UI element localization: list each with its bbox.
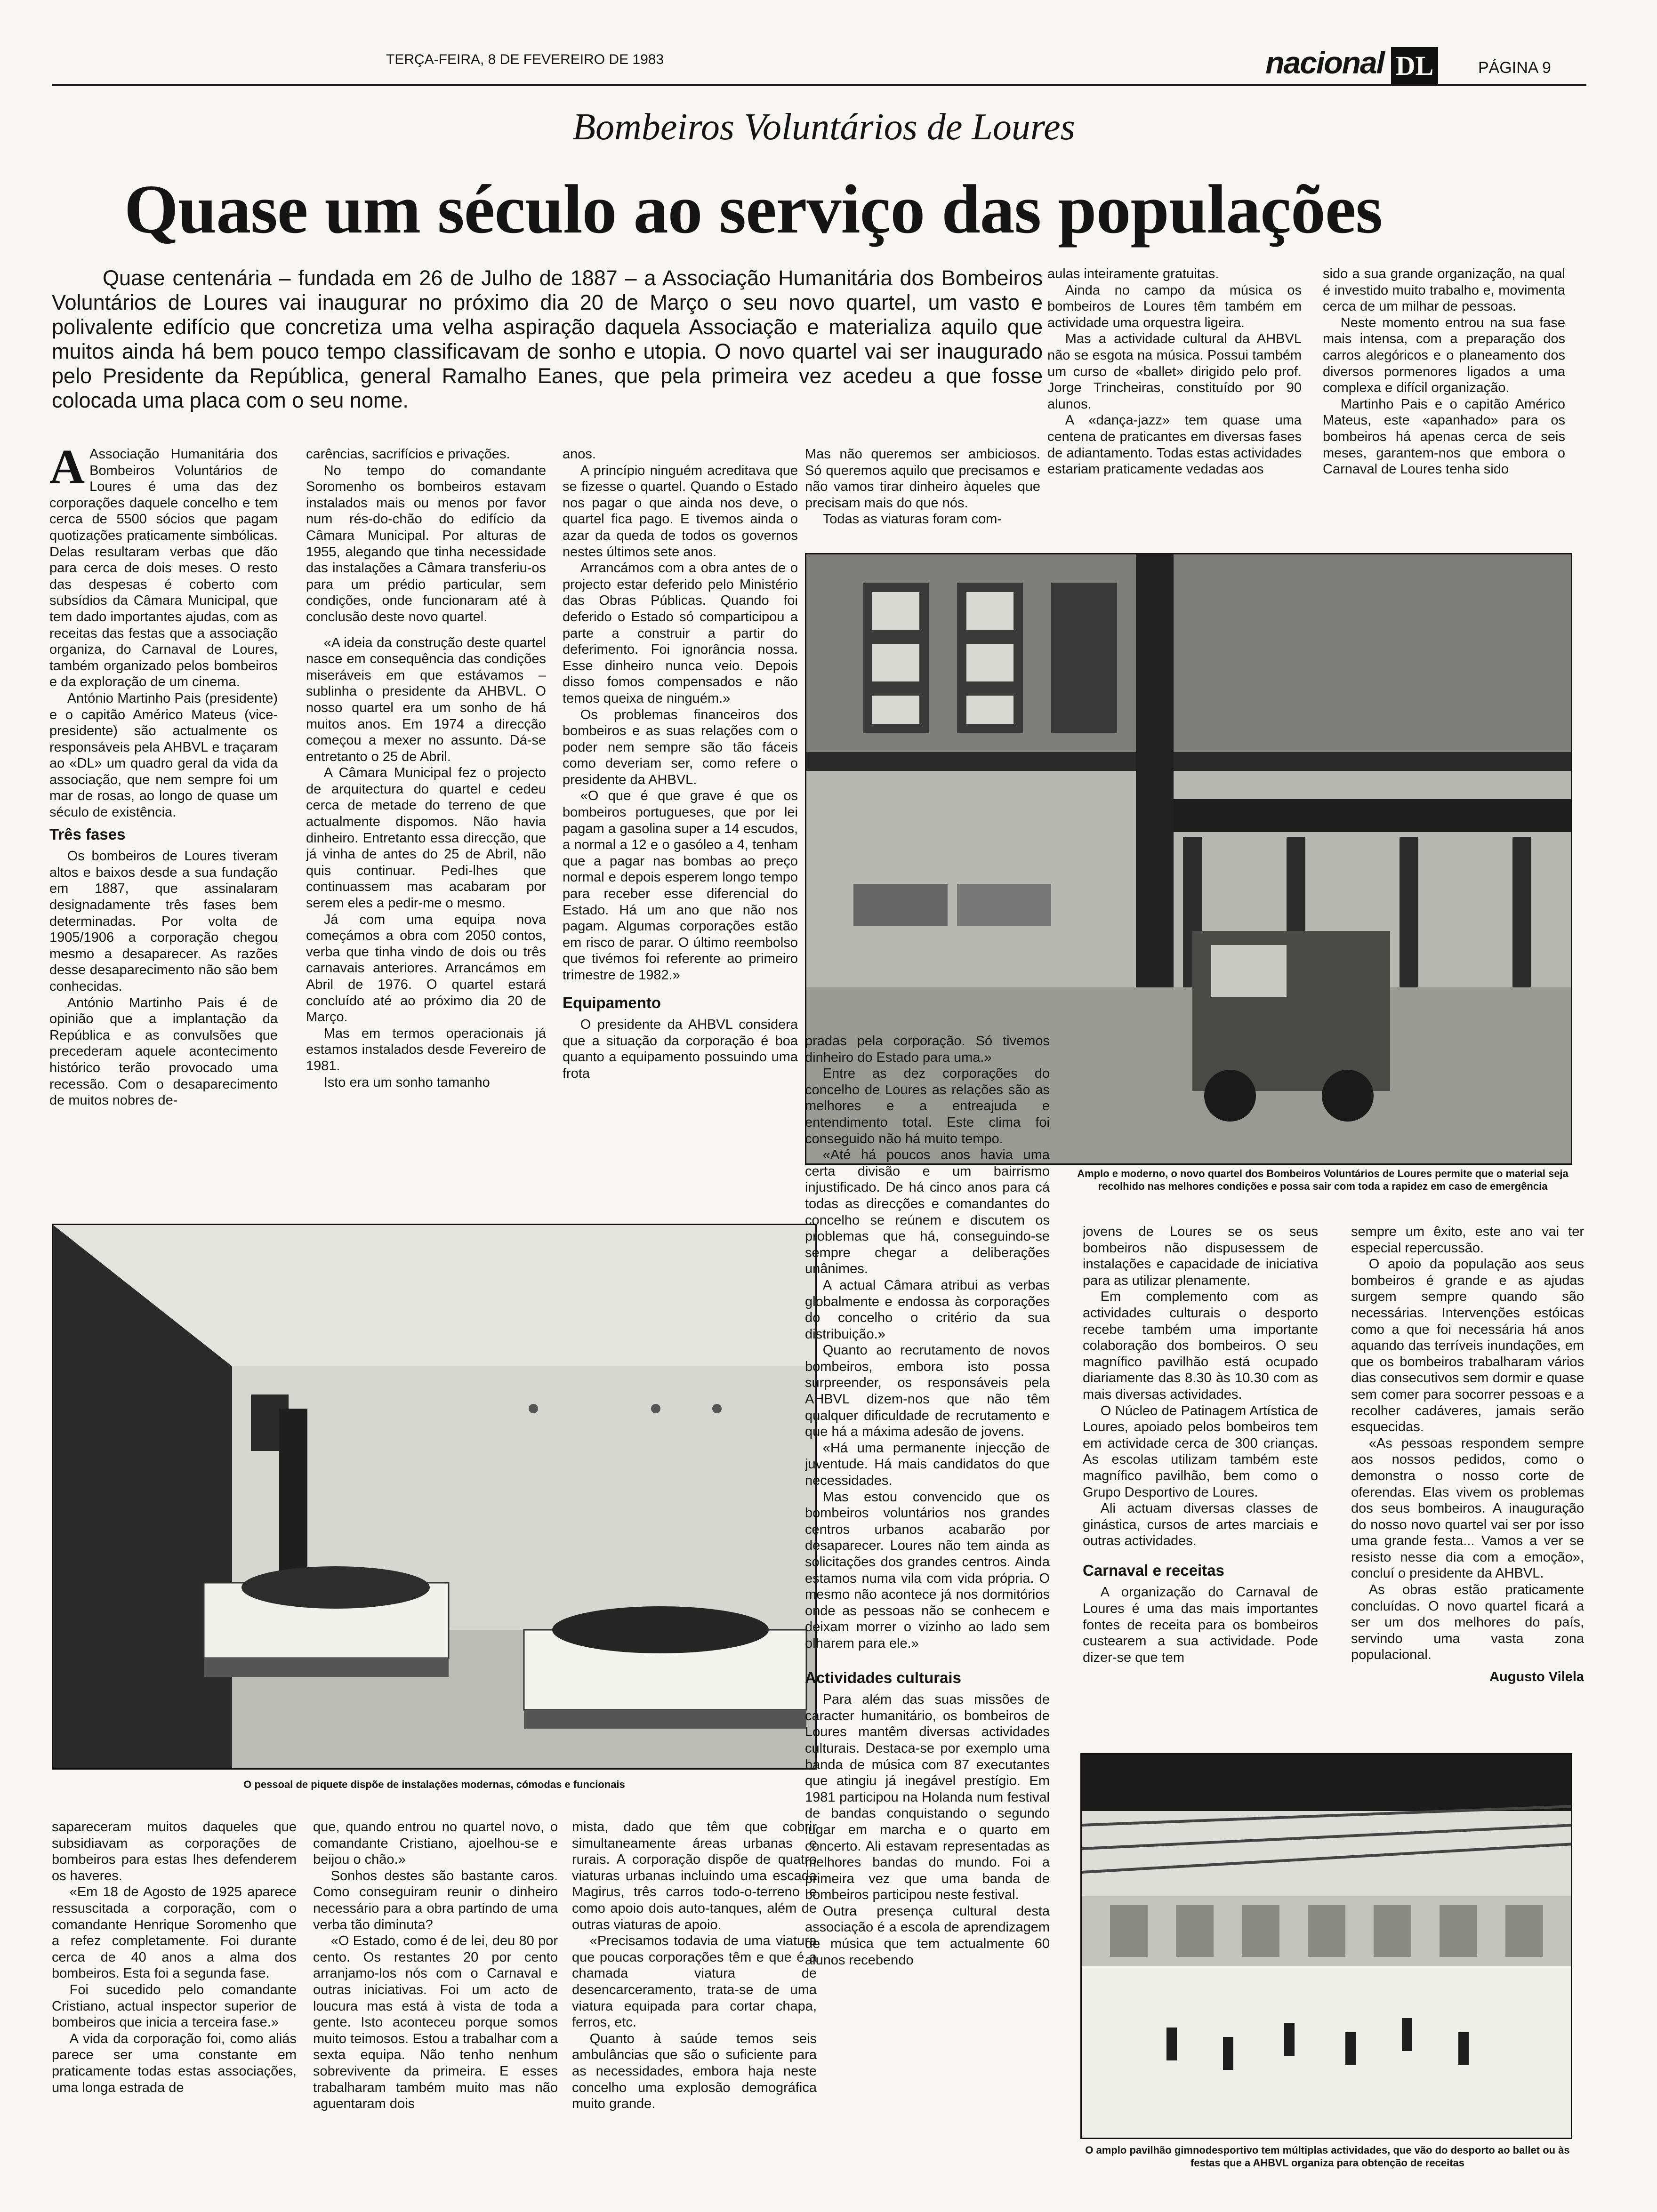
subhead-carnaval-receitas: Carnaval e receitas xyxy=(1083,1561,1224,1579)
article-lead xyxy=(52,266,1043,440)
gym-illustration xyxy=(1082,1755,1572,2139)
newspaper-logo: DL xyxy=(1391,47,1438,85)
lead-paragraph: Quase centenária – fundada em 26 de Julho de 1887 – a Associação Humanitária dos Bombeiros Voluntários de Loures vai inaugurar no próximo dia 20 de Março o seu novo quartel, um vasto e polivalente edifício que concretiza uma velha aspiração daquela Associação e materializa aquilo que muitos ainda há bem pouco tempo classificavam de sonho e utopia. O novo quartel vai ser inaugurado pelo Presidente da República, general Ramalho Eanes, que pela primeira vez acedeu a que fosse colocada uma placa com o seu nome. xyxy=(52,266,1043,412)
column-2: carências, sacrifícios e privações. No tempo do comandante Soromenho os bombeiros estavam instalados mais ou menos por favor num rés-do-chão do edifício da Câmara Municipal. Por alturas de 1955, alegando que tinha necessidade das instalações a Câmara transferiu-os para um prédio particular, sem condições, onde funcionaram até à conclusão deste novo quartel. «A ideia da construção deste quartel nasce em consequência das condições miseráveis em que estávamos – sublinha o presidente da AHBVL. O nosso quartel era um sonho de há muitos anos. Em 1974 a direcção começou a mexer no assunto. Dá-se entretanto o 25 de Abril. A Câmara Municipal fez o projecto de arquitectura do quartel e cedeu cerca de metade do terreno de que actualmente dispomos. Não havia dinheiro. Entretanto essa direcção, que já vinha de antes do 25 de Abril, não quis continuar. Pedi-lhes que continuassem mas acabaram por serem eles a pedir-me o mesmo. Já com uma equipa nova começámos a obra com 2050 contos, verba que tinha vindo de dois ou três carnavais anteriores. Arrancámos em Abril de 1976. O quartel estará concluído até ao próximo dia 20 de Março. Mas em termos operacionais já estamos instalados desde Fevereiro de 1981. Isto era um sonho tamanho xyxy=(306,447,546,1090)
column-4-bottom: pradas pela corporação. Só tivemos dinheiro do Estado para uma.» Entre as dez corporações do concelho de Loures as relações são as melhores e a entreajuda e entendimento total. Este clima foi conseguido não há muito tempo. «Até há poucos anos havia uma certa divisão e um bairrismo injustificado. De há cinco anos para cá todas as direcções e comandantes do concelho se reúnem e discutem os problemas que há, conseguindo-se sempre chegar a deliberações unânimes. A actual Câmara atribui as verbas globalmente e endossa às corporações do concelho o critério da sua distribuição.» Quanto ao recrutamento de novos bombeiros, embora isto possa surpreender, os responsáveis pela AHBVL dizem-nos que não têm qualquer dificuldade de recrutamento e que há a máxima adesão de jovens. «Há uma permanente injecção de juventude. Há mais candidatos do que necessidades. Mas estou convencido que os bombeiros voluntários nos grandes centros urbanos acabarão por desaparecer. Loures não tem ainda as solicitações dos grandes centros. Ainda estamos numa vila com vida própria. O mesmo não acontece já nos dormitórios onde as pessoas não se conhecem e deixam morrer o vizinho ao lado sem olharem para ele.» Actividades culturais Para além das suas missões de cáracter humanitário, os bombeiros de Loures mantêm diversas actividades culturais. Destaca-se por exemplo uma banda de música com 87 executantes que atingiu já inegável prestígio. Em 1981 participou na Holanda num festival de bandas conquistando o segundo lugar em marcha e o quarto em concerto. Ali estavam representadas as melhores bandas do mundo. Foi a primeira vez que uma banda de bombeiros participou neste festival. Outra presença cultural desta associação é a escola de aprendizagem de música que tem actualmente 60 alunos recebendo xyxy=(805,1034,1050,1968)
subhead-actividades-culturais: Actividades culturais xyxy=(805,1668,961,1686)
column-4-top: Mas não queremos ser ambiciosos. Só queremos aquilo que precisamos e não vamos tirar dinheiro àqueles que precisam mais do que nós. Todas as viaturas foram com- xyxy=(805,447,1040,527)
column-6-bottom: sempre um êxito, este ano vai ter especial repercussão. O apoio da população aos seus bombeiros é grande e as ajudas surgem sempre quando são necessárias. Intervenções estóicas como a que foi necessária há anos aquando das terríveis inundações, em que os bombeiros trabalharam vários dias consecutivos sem dormir e quase sem comer para socorrer pessoas e a recolher cadáveres, jamais serão esquecidas. «As pessoas respondem sempre aos nossos pedidos, como o demonstra o nosso corte de oferendas. Elas vivem os problemas dos seus bombeiros. A inauguração do nosso novo quartel vai ser por isso uma grande festa... Vamos a ver se resisto nesse dia com a emoção», concluí o presidente da AHBVL. As obras estão praticamente concluídas. O novo quartel ficará a ser um dos melhores do país, servindo uma vasta zona populacional. Augusto Vilela xyxy=(1351,1224,1584,1685)
column-1: A Associação Humanitária dos Bombeiros Voluntários de Loures é uma das dez corporações daquele concelho e tem cerca de 5500 sócios que pagam quotizações praticamente simbólicas. Delas resultaram verbas que dão para cerca de dois meses. O resto das despesas é coberto com subsídios da Câmara Municipal, que tem dado importantes ajudas, com as receitas das festas que a associação organiza, do Carnaval de Loures, também organizado pelos bombeiros e da exploração de um cinema. António Martinho Pais (presidente) e o capitão Américo Mateus (vice-presidente) são actualmente os responsáveis pela AHBVL e traçaram ao «DL» um quadro geral da vida da associação, que nem sempre foi um mar de rosas, ao longo de quase um século de existência. Três fases Os bombeiros de Loures tiveram altos e baixos desde a sua fundação em 1887, que assinalaram designadamente três fases bem determinadas. Por volta de 1905/1906 a corporação chegou mesmo a desaparecer. As razões desse desaparecimento não são bem conhecidas. António Martinho Pais é de opinião que a implantação da República e as convulsões que precederam aquele acontecimento histórico terão provocado uma recessão. Com o desaparecimento de muitos nobres de- xyxy=(49,446,278,1108)
page-number: PÁGINA 9 xyxy=(1478,59,1551,77)
drop-cap: A xyxy=(49,446,85,494)
caption-dormitory: O pessoal de piquete dispõe de instalações modernas, cómodas e funcionais xyxy=(243,1779,625,1790)
subhead-tres-fases: Três fases xyxy=(49,825,126,843)
subhead-equipamento: Equipamento xyxy=(563,994,661,1011)
photo-dormitory xyxy=(52,1224,817,1770)
header-date: TERÇA-FEIRA, 8 DE FEVEREIRO DE 1983 xyxy=(386,52,664,67)
article-headline: Quase um século ao serviço das populações xyxy=(124,171,1383,248)
column-3-bottom: mista, dado que têm que cobrir simultaneamente áreas urbanas e rurais. A corporação dispõe de quatro viaturas urbanas incluindo uma escada Magirus, três carros todo-o-terreno e como apoio dois auto-tanques, além de outras viaturas de apoio. «Precisamos todavia de uma viatura que poucas corporações têm e que é a chamada viatura de desencarceramento, trata-se de uma viatura equipada para cortar chapa, ferros, etc. Quanto à saúde temos seis ambulâncias que são o suficiente para as necessidades, embora haja neste concelho uma explosão demográfica muito grande. xyxy=(572,1819,817,2112)
photo-gym-pavilion xyxy=(1080,1753,1572,2139)
column-1-bottom: sapareceram muitos daqueles que subsidiavam as corporações de bombeiros para estas lhes defenderem os haveres. «Em 18 de Agosto de 1925 aparece ressuscitada a corporação, com o comandante Henrique Soromenho que a refez completamente. Foi durante cerca de 40 anos a alma dos bombeiros. Esta foi a segunda fase. Foi sucedido pelo comandante Cristiano, actual inspector superior de bombeiros que inicia a terceira fase.» A vida da corporação foi, como aliás parece ser uma constante em praticamente todas estas associações, uma longa estrada de xyxy=(52,1819,297,2095)
section-name: nacional xyxy=(1265,45,1384,80)
column-5-top: aulas inteiramente gratuitas. Ainda no campo da música os bombeiros de Loures têm também em actividade uma orquestra ligeira. Mas a actividade cultural da AHBVL não se esgota na música. Possui também um curso de «ballet» dirigido pelo prof. Jorge Trincheiras, constituído por 90 alunos. A «dança-jazz» tem quase uma centena de praticantes em diversas fases de adiantamento. Todas estas actividades estariam praticamente vedadas aos xyxy=(1047,266,1302,477)
column-6-top: sido a sua grande organização, na qual é investido muito trabalho e, movimenta cerca de um milhar de pessoas. Neste momento entrou na sua fase mais intensa, com a preparação dos carros alegóricos e o planeamento dos diversos pormenores ligados a uma complexa e difícil organização. Martinho Pais e o capitão Américo Mateus, este «apanhado» para os bombeiros há apenas cerca de seis meses, garantem-nos que embora o Carnaval de Loures tenha sido xyxy=(1323,266,1565,477)
article-kicker: Bombeiros Voluntários de Loures xyxy=(572,106,1075,148)
column-2-bottom: que, quando entrou no quartel novo, o comandante Cristiano, ajoelhou-se e beijou o chão.» Sonhos destes são bastante caros. Como conseguiram reunir o dinheiro necessário para a obra partindo de uma verba tão diminuta? «O Estado, como é de lei, deu 80 por cento. Os restantes 20 por cento arranjamo-los nós com o Carnaval e outras iniciativas. Foi um acto de loucura mas está à vista de toda a gente. Isto aconteceu porque somos muito teimosos. Estou a trabalhar com a sexta equipa. Não tenho nenhum sobrevivente da primeira. E esses trabalharam também muito mas não aguentaram dois xyxy=(313,1819,558,2112)
column-3: anos. A princípio ninguém acreditava que se fizesse o quartel. Quando o Estado nos pagar o que ainda nos deve, o quartel fica pago. E tivemos ainda o azar da queda de todos os governos nestes últimos sete anos. Arrancámos com a obra antes de o projecto estar deferido pelo Ministério das Obras Públicas. Quando foi deferido o Estado só comparticipou a parte a construir a partir do deferimento. Foi ignorância nossa. Esse dinheiro nunca veio. Depois disso fomos compensados e não temos queixa de ninguém.» Os problemas financeiros dos bombeiros e as suas relações com o poder nem sempre são tão fáceis como deveriam ser, como refere o presidente da AHBVL. «O que é que grave é que os bombeiros portugueses, que por lei pagam a gasolina super a 14 escudos, a normal a 12 e o gasóleo a 4, tenham que a pagar nas bombas ao preço normal e depois esperem longo tempo para receber esse diferencial do Estado. Há um ano que não nos pagam. Algumas corporações estão em risco de parar. O último reembolso que tivémos foi referente ao primeiro trimestre de 1982.» Equipamento O presidente da AHBVL considera que a situação da corporação é boa quanto a equipamento possuindo uma frota xyxy=(563,447,798,1081)
header-rule xyxy=(52,84,1586,86)
caption-fire-station: Amplo e moderno, o novo quartel dos Bombeiros Voluntários de Loures permite que o material seja recolhido nas melhores condições e possa sair com toda a rapidez em caso de emergência xyxy=(1077,1168,1569,1192)
article-author: Augusto Vilela xyxy=(1489,1669,1584,1685)
dormitory-illustration xyxy=(53,1225,817,1770)
column-5-bottom: jovens de Loures se os seus bombeiros não dispusessem de instalações e capacidade de iniciativa para as utilizar plenamente. Em complemento com as actividades culturais o desporto recebe também uma importante colaboração dos bombeiros. O seu magnífico pavilhão está ocupado diariamente das 8.30 às 10.30 com as mais diversas actividades. O Núcleo de Patinagem Artística de Loures, apoiado pelos bombeiros tem em actividade cerca de 300 crianças. As escolas utilizam também este magnífico pavilhão, bem como o Grupo Desportivo de Loures. Ali actuam diversas classes de ginástica, cursos de artes marciais e outras actividades. Carnaval e receitas A organização do Carnaval de Loures é uma das mais importantes fontes de receita para os bombeiros custearem a sua actividade. Pode dizer-se que tem xyxy=(1083,1224,1318,1665)
caption-gym-pavilion: O amplo pavilhão gimnodesportivo tem múltiplas actividades, que vão do desporto ao ballet ou às festas que a AHBVL organiza para obtenção de receitas xyxy=(1085,2144,1570,2169)
